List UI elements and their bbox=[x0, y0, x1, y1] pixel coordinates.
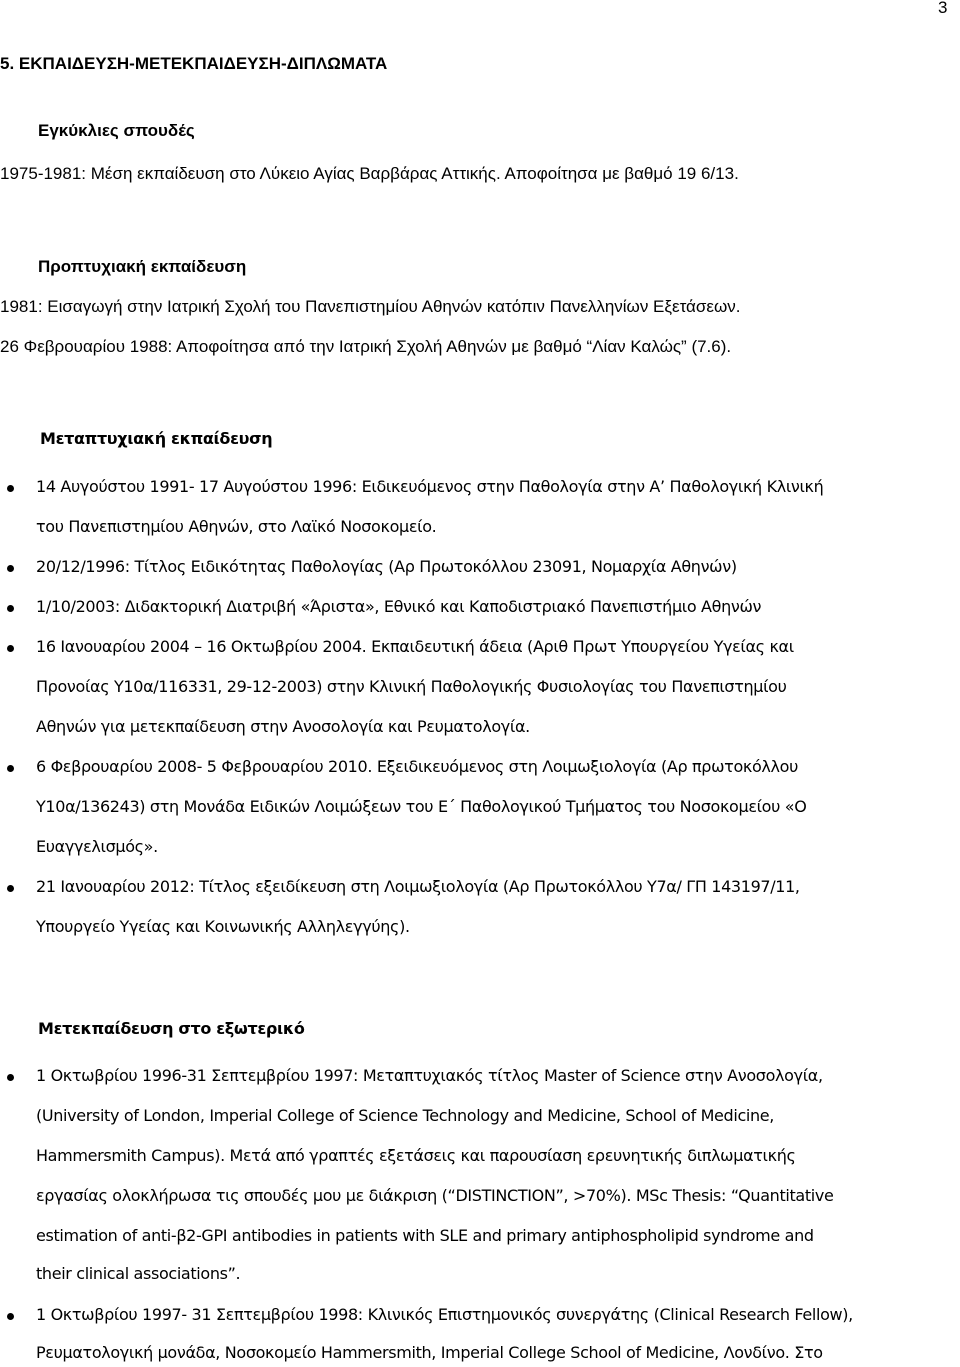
list-item-line: εργασίας ολοκλήρωσα τις σπουδές μου με διάκριση (“DISTINCTION”, >70%). MSc Thesis: “Quantitative bbox=[36, 1186, 834, 1205]
bullet-icon bbox=[7, 605, 14, 612]
bullet-icon bbox=[7, 645, 14, 652]
bullet-icon bbox=[7, 1313, 14, 1320]
list-item-line: 1/10/2003: Διδακτορική Διατριβή «Άριστα», Εθνικό και Καποδιστριακό Πανεπιστήμιο Αθηνών bbox=[36, 597, 762, 616]
abroad-heading: Μετεκπαίδευση στο εξωτερικό bbox=[38, 1019, 305, 1038]
general-line: 1975-1981: Μέση εκπαίδευση στο Λύκειο Αγίας Βαρβάρας Αττικής. Αποφοίτησα με βαθμό 19 6/13. bbox=[0, 164, 739, 183]
list-item-line: Ρευματολογική μονάδα, Νοσοκομείο Hammersmith, Imperial College School of Medicine, Λονδίνο. Στο bbox=[36, 1343, 823, 1362]
section-title: 5. ΕΚΠΑΙΔΕΥΣΗ-ΜΕΤΕΚΠΑΙΔΕΥΣΗ-ΔΙΠΛΩΜΑΤΑ bbox=[0, 54, 388, 73]
list-item-line: 1 Οκτωβρίου 1997- 31 Σεπτεμβρίου 1998: Κλινικός Επιστημονικός συνεργάτης (Clinical Research Fellow), bbox=[36, 1305, 853, 1324]
undergrad-line-1: 1981: Εισαγωγή στην Ιατρική Σχολή του Πανεπιστημίου Αθηνών κατόπιν Πανελληνίων Εξετάσεων. bbox=[0, 297, 741, 316]
undergrad-heading: Προπτυχιακή εκπαίδευση bbox=[38, 257, 247, 276]
list-item-line: Υ10α/136243) στη Μονάδα Ειδικών Λοιμώξεων του Ε΄ Παθολογικού Τμήματος του Νοσοκομείου «Ο bbox=[36, 797, 807, 816]
list-item-line: Hammersmith Campus). Μετά από γραπτές εξετάσεις και παρουσίαση ερευνητικής διπλωματικής bbox=[36, 1146, 796, 1165]
bullet-icon bbox=[7, 565, 14, 572]
list-item-line: Αθηνών για μετεκπαίδευση στην Ανοσολογία και Ρευματολογία. bbox=[36, 717, 530, 736]
bullet-icon bbox=[7, 485, 14, 492]
list-item-line: του Πανεπιστημίου Αθηνών, στο Λαϊκό Νοσοκομείο. bbox=[36, 517, 437, 536]
list-item-line: 21 Ιανουαρίου 2012: Τίτλος εξειδίκευση στη Λοιμωξιολογία (Αρ Πρωτοκόλλου Υ7α/ ΓΠ 143197/11, bbox=[36, 877, 800, 896]
list-item-line: 14 Αυγούστου 1991- 17 Αυγούστου 1996: Ειδικευόμενος στην Παθολογία στην Α’ Παθολογική Κλινική bbox=[36, 477, 824, 496]
list-item-line: (University of London, Imperial College of Science Technology and Medicine, School of Medicine, bbox=[36, 1106, 775, 1125]
postgrad-heading: Μεταπτυχιακή εκπαίδευση bbox=[40, 429, 273, 448]
list-item-line: 1 Οκτωβρίου 1996-31 Σεπτεμβρίου 1997: Μεταπτυχιακός τίτλος Master of Science στην Ανοσολογία, bbox=[36, 1066, 823, 1085]
list-item-line: Ευαγγελισμός». bbox=[36, 837, 158, 856]
bullet-icon bbox=[7, 885, 14, 892]
list-item-line: Υπουργείο Υγείας και Κοινωνικής Αλληλεγγύης). bbox=[36, 917, 410, 936]
page-number: 3 bbox=[938, 0, 948, 17]
general-heading: Εγκύκλιες σπουδές bbox=[38, 121, 195, 140]
list-item-line: 20/12/1996: Τίτλος Ειδικότητας Παθολογίας (Αρ Πρωτοκόλλου 23091, Νομαρχία Αθηνών) bbox=[36, 557, 737, 576]
list-item-line: 16 Ιανουαρίου 2004 – 16 Οκτωβρίου 2004. Εκπαιδευτική άδεια (Αριθ Πρωτ Υπουργείου Υγείας και bbox=[36, 637, 794, 656]
bullet-icon bbox=[7, 1074, 14, 1081]
list-item-line: Προνοίας Υ10α/116331, 29-12-2003) στην Κλινική Παθολογικής Φυσιολογίας του Πανεπιστημίου bbox=[36, 677, 787, 696]
list-item-line: 6 Φεβρουαρίου 2008- 5 Φεβρουαρίου 2010. Εξειδικευόμενος στη Λοιμωξιολογία (Αρ πρωτοκόλλου bbox=[36, 757, 798, 776]
undergrad-line-2: 26 Φεβρουαρίου 1988: Αποφοίτησα από την Ιατρική Σχολή Αθηνών με βαθμό “Λίαν Καλώς” (7.6). bbox=[0, 337, 732, 356]
list-item-line: their clinical associations”. bbox=[36, 1264, 241, 1283]
list-item-line: estimation of anti-β2-GPI antibodies in patients with SLE and primary antiphospholipid syndrome and bbox=[36, 1226, 814, 1245]
bullet-icon bbox=[7, 765, 14, 772]
